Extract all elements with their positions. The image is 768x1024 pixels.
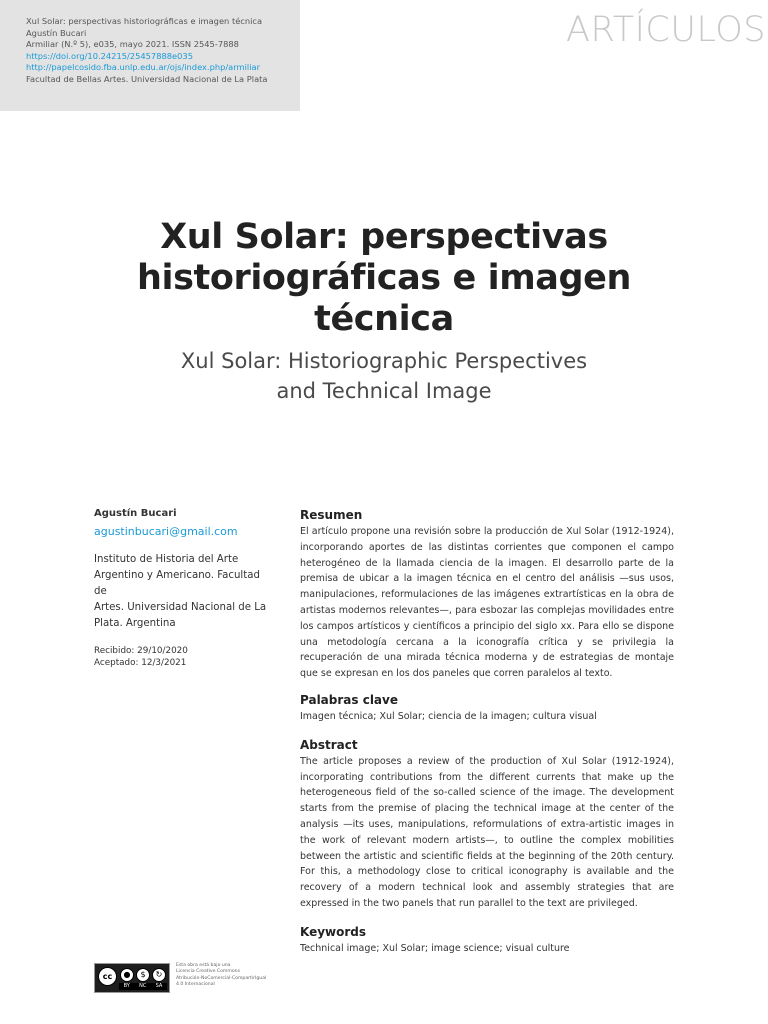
author-email-link[interactable]: agustinbucari@gmail.com [94, 525, 238, 538]
cc-label: BY [123, 983, 130, 989]
citation-title: Xul Solar: perspectivas historiográficas e imagen técnica [26, 16, 263, 26]
abstract-heading: Abstract [300, 737, 358, 752]
license-block [94, 963, 267, 993]
citation-author: Agustín Bucari [26, 27, 87, 38]
received-date: Recibido: 29/10/2020 [94, 646, 188, 656]
person-icon: ● [120, 968, 134, 982]
dates-block [94, 645, 274, 669]
resumen-text: El artículo propone una revisión sobre la producción de Xul Solar (1912-1924), incorporando aportes de las distintas corrientes que componen el campo heterogéneo de la llamada ciencia de la imagen. El desarrollo parte de la premisa de ubicar a la imagen técnica en el centro del análisis —sus usos, manipulaciones, reformulaciones de las imágenes extrartísticas en la obra de artistas modernos relevantes—, para esbozar las complejas movilidades entre los campos artísticos y científicos a principio del siglo xx. Para ello se dispone una metodología cercana a la iconografía crítica y se privilegia la recuperación de una mirada técnica moderna y de estrategias de montaje que se expresan en los dos paneles que corren paralelos al texto. [300, 526, 674, 680]
title-line: historiográficas e imagen [136, 258, 632, 298]
cc-logo-icon: cc [98, 967, 117, 986]
license-line[interactable]: Licencia Creative Commons [176, 969, 240, 975]
subtitle-line: and Technical Image [276, 379, 492, 403]
abstract-column [300, 508, 674, 957]
author-affiliation [94, 552, 274, 632]
keywords-heading: Keywords [300, 924, 367, 939]
license-line[interactable]: Atribución-NoComercial-CompartirIgual [176, 975, 267, 981]
accepted-date: Aceptado: 12/3/2021 [94, 658, 187, 668]
license-line: Esta obra está bajo una [176, 963, 231, 968]
section-label: ARTÍCULOS [566, 10, 766, 50]
palabras-clave-text: Imagen técnica; Xul Solar; ciencia de la imagen; cultura visual [300, 710, 597, 722]
journal-link[interactable]: http://papelcosido.fba.unlp.edu.ar/ojs/index.php/armiliar [26, 62, 261, 73]
cc-license-badge[interactable] [94, 963, 170, 993]
title-line: técnica [314, 299, 454, 339]
article-subtitle [0, 346, 768, 406]
keywords-text: Technical image; Xul Solar; image science; visual culture [300, 942, 570, 954]
citation-institution: Facultad de Bellas Artes. Universidad Nacional de La Plata [26, 73, 268, 84]
cc-label: SA [155, 983, 163, 989]
affiliation-line: Argentino y Americano. Facultad de [94, 570, 260, 597]
sa-icon: ↻ [152, 968, 166, 982]
subtitle-line: Xul Solar: Historiographic Perspectives [180, 349, 588, 373]
citation-block [26, 16, 268, 86]
author-name: Agustín Bucari [94, 508, 177, 519]
author-info [94, 508, 274, 669]
article-title [0, 217, 768, 340]
abstract-text: The article proposes a review of the production of Xul Solar (1912-1924), incorporating contributions from the different currents that make up the heterogeneous field of the so-called science of the image. The development starts from the premise of placing the technical image at the center of the analysis —its uses, manipulations, reformulations of extra-artistic images in the work of relevant modern artists—, to outline the complex mobilities between the artistic and scientific fields at the beginning of the 20th century. For this, a methodology close to critical iconography is available and the recovery of a modern technical look and assembly strategies that are expressed in the two panels that run parallel to the text are privileged. [300, 755, 674, 909]
palabras-clave-heading: Palabras clave [300, 692, 398, 707]
title-line: Xul Solar: perspectivas [160, 217, 608, 257]
affiliation-line: Instituto de Historia del Arte [94, 554, 239, 565]
affiliation-line: Plata. Argentina [94, 618, 176, 629]
doi-link[interactable]: https://doi.org/10.24215/25457888e035 [26, 50, 193, 61]
affiliation-line: Artes. Universidad Nacional de La [94, 602, 267, 613]
header-box [0, 0, 300, 111]
license-line[interactable]: 4.0 Internacional [176, 982, 215, 988]
resumen-heading: Resumen [300, 508, 363, 522]
cc-badge-labels [119, 983, 167, 990]
license-text [176, 963, 286, 989]
cc-label: NC [139, 983, 147, 989]
title-block [0, 217, 768, 406]
citation-issue: Armiliar (N.º 5), e035, mayo 2021. ISSN 2545-7888 [26, 39, 239, 50]
nc-icon: $ [136, 968, 150, 982]
